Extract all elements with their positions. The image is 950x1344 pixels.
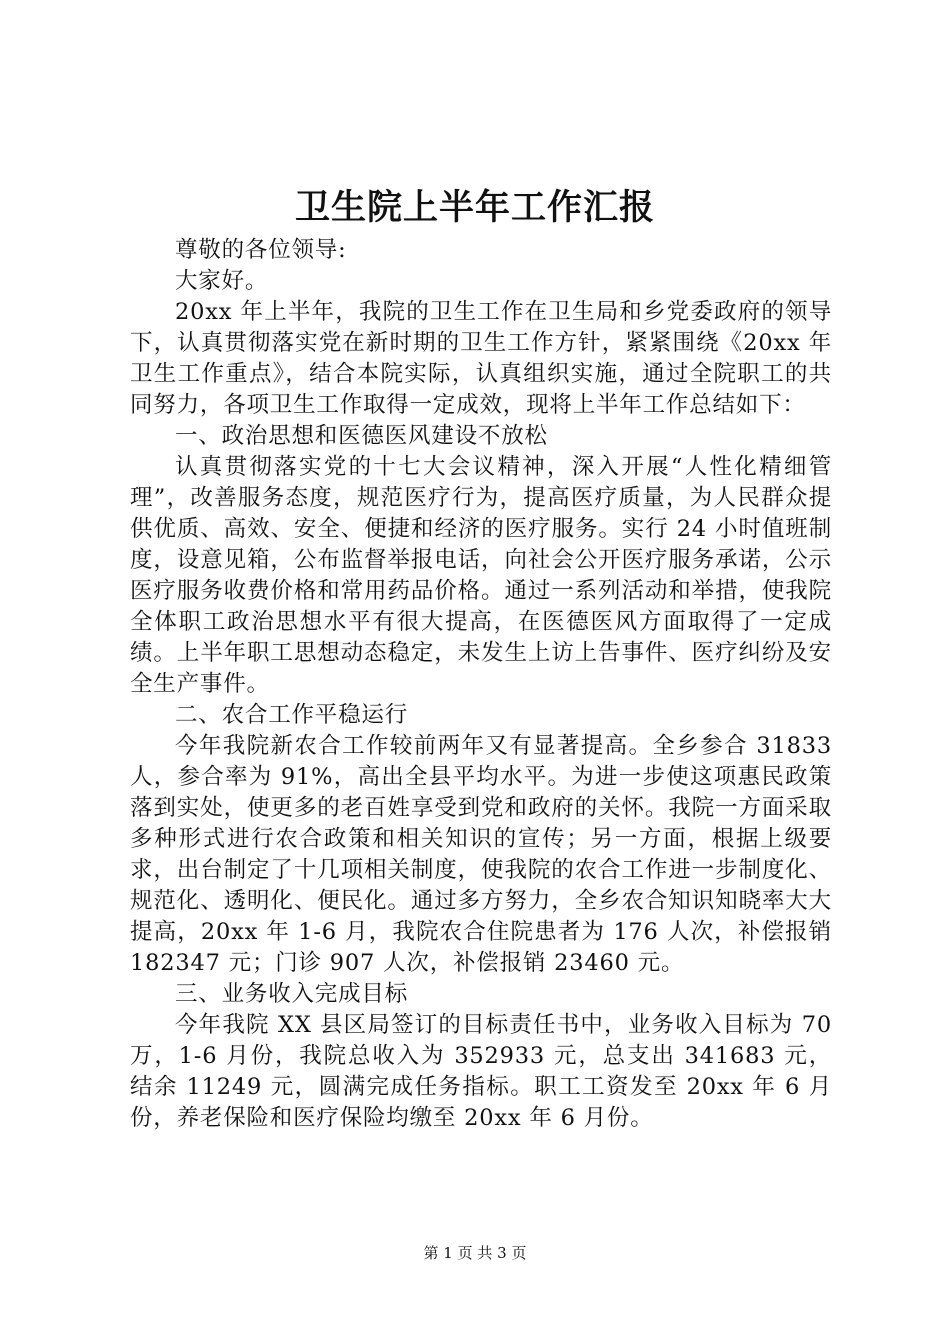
page-footer: 第 1 页 共 3 页 — [423, 1244, 527, 1262]
section-1-paragraph: 认真贯彻落实党的十七大会议精神，深入开展“人性化精细管理”，改善服务态度，规范医疗行为，提高医疗质量，为人民群众提供优质、高效、安全、便捷和经济的医疗服务。实行 24 小时值班制度，设意见箱，公布监督举报电话，向社会公开医疗服务承诺，公示医疗服务收费价格和常用药品价格。通过一系列活动和举措，使我院全体职工政治思想水平有很大提高，在医德医风方面取得了一定成绩。上半年职工思想动态稳定，未发生上访上告事件、医疗纠纷及安全生产事件。 — [130, 454, 832, 697]
greeting: 大家好。 — [175, 268, 269, 294]
intro-paragraph: 20xx 年上半年，我院的卫生工作在卫生局和乡党委政府的领导下，认真贯彻落实党在新时期的卫生工作方针，紧紧围绕《20xx 年卫生工作重点》，结合本院实际，认真组织实施，通过全院职工的共同努力，各项卫生工作取得一定成效，现将上半年工作总结如下： — [130, 299, 832, 418]
document-title: 卫生院上半年工作汇报 — [294, 187, 655, 228]
section-3-heading: 三、业务收入完成目标 — [175, 981, 409, 1007]
section-2-paragraph: 今年我院新农合工作较前两年又有显著提高。全乡参合 31833 人，参合率为 91%，高出全县平均水平。为进一步使这项惠民政策落到实处，使更多的老百姓享受到党和政府的关怀。我院一方面采取多种形式进行农合政策和相关知识的宣传；另一方面，根据上级要求，出台制定了十几项相关制度，使我院的农合工作进一步制度化、规范化、透明化、便民化。通过多方努力，全乡农合知识知晓率大大提高，20xx 年 1-6 月，我院农合住院患者为 176 人次，补偿报销 182347 元；门诊 907 人次，补偿报销 23460 元。 — [130, 733, 832, 976]
document-body — [130, 235, 832, 1134]
section-3-paragraph: 今年我院 XX 县区局签订的目标责任书中，业务收入目标为 70 万，1-6 月份，我院总收入为 352933 元，总支出 341683 元，结余 11249 元，圆满完成任务指标。职工工资发至 20xx 年 6 月份，养老保险和医疗保险均缴至 20xx 年 6 月份。 — [130, 1012, 832, 1131]
section-2-heading: 二、农合工作平稳运行 — [175, 702, 409, 728]
salutation: 尊敬的各位领导: — [175, 237, 347, 263]
section-1-heading: 一、政治思想和医德医风建设不放松 — [175, 423, 548, 449]
